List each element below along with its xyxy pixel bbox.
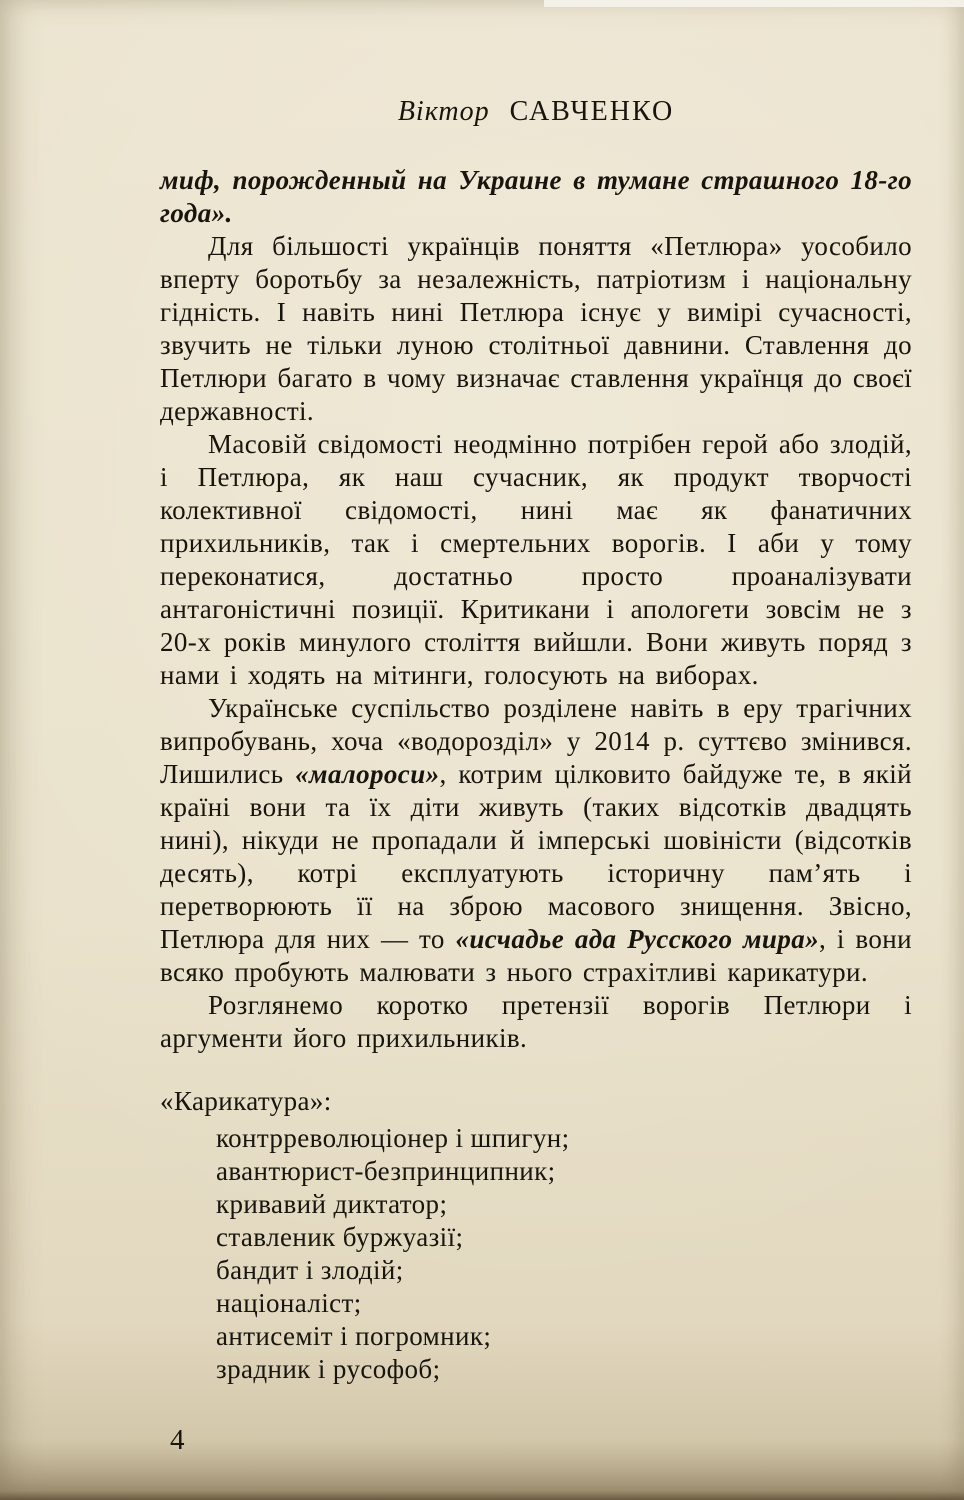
paragraph-1: Для більшості українців поняття «Петлюра» уособило вперту боротьбу за незалежність, патріотизм і національну гідність. І навіть нині Петлюра існує у вимірі сучасності, звучить не тільки луною столітньої давнини. Ставлення до Петлюри багато в чому визначає ставлення українця до своєї державності. — [160, 231, 912, 426]
caricature-list — [160, 1122, 912, 1386]
page-text-block — [160, 96, 912, 1386]
caricature-section-heading: «Карикатура»: — [160, 1086, 332, 1116]
italic-term-malorosy: «малороси» — [295, 759, 440, 789]
paragraph-4: Розглянемо коротко претензії ворогів Петлюри і аргументи його прихильників. — [160, 990, 912, 1053]
caricature-item: контрреволюціонер і шпигун; — [216, 1123, 570, 1153]
text-segment: , і вони всяко пробують малювати з нього страхітливі карикатури. — [160, 924, 912, 987]
paragraph-2: Масовій свідомості неодмінно потрібен герой або злодій, і Петлюра, як наш сучасник, як продукт творчості колективної свідомості, нині має як фанатичних прихильників, так і смертельних ворогів. І аби у тому переконатися, достатньо просто проаналізувати антагоністичні позиції. Критикани і апологети зовсім не з 20-х років минулого століття вийшли. Вони живуть поряд з нами і ходять на мітинги, голосують на виборах. — [160, 429, 912, 690]
caricature-item: зрадник і русофоб; — [216, 1354, 441, 1384]
italic-term-ischadye: «исчадье ада Русского мира» — [455, 924, 820, 954]
caricature-item: авантюрист-безпринципник; — [216, 1156, 556, 1186]
caricature-item: націоналіст; — [216, 1288, 362, 1318]
quote-continuation-paragraph: миф, порожденный на Украине в тумане страшного 18-го года». — [160, 165, 912, 228]
caricature-item: кривавий диктатор; — [216, 1189, 448, 1219]
caricature-item: ставленик буржуазії; — [216, 1222, 464, 1252]
running-header — [160, 96, 912, 128]
author-last-name: САВЧЕНКО — [509, 96, 675, 127]
paragraph-3 — [160, 692, 912, 989]
text-segment: Українське суспільство розділене навіть в еру трагічних випробувань, хоча «водорозділ» у 2014 р. суттєво змінився. Лишились — [160, 693, 912, 789]
caricature-item: бандит і злодій; — [216, 1255, 404, 1285]
author-first-name: Віктор — [397, 96, 490, 127]
text-segment: , котрим цілковито байдуже те, в якій країні вони та їх діти живуть (таких відсотків двадцять нині), нікуди не пропадали й імперські шовіністи (відсотків десять), котрі експлуатують історичну пам’ять і перетворюють її на зброю масового знищення. Звісно, Петлюра для них — то — [160, 759, 912, 954]
caricature-item: антисеміт і погромник; — [216, 1321, 492, 1351]
scan-edge-artifact — [544, 0, 964, 7]
page-number: 4 — [170, 1424, 185, 1456]
